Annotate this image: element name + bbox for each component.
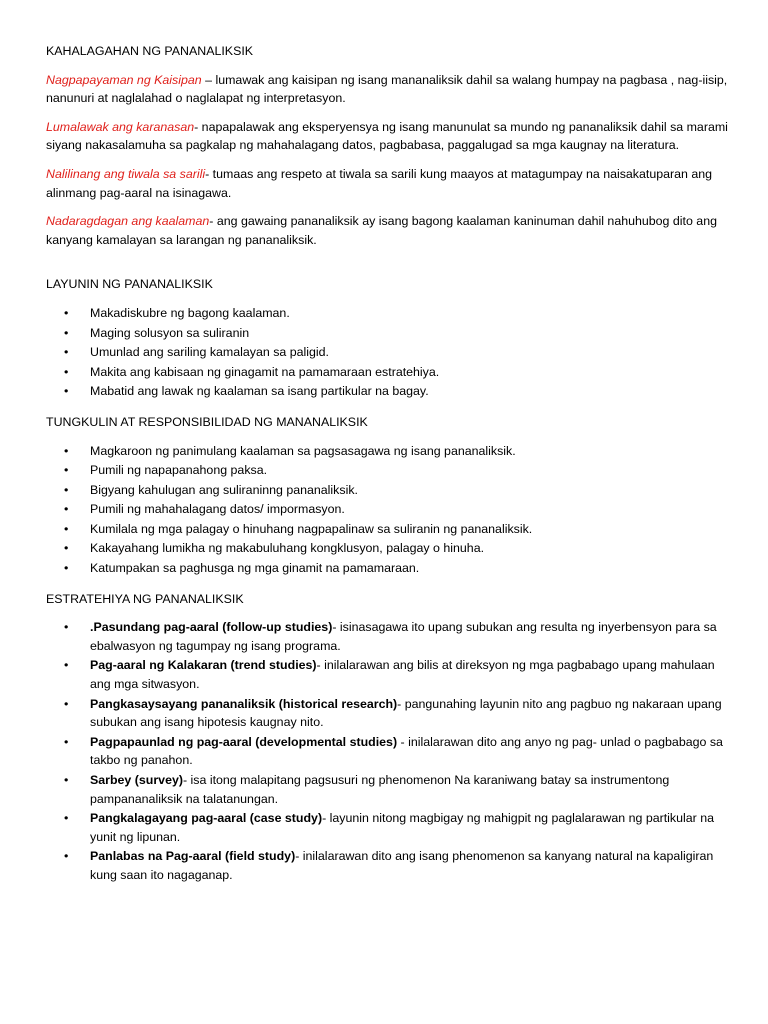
bullet-icon: • <box>64 773 69 787</box>
bullet-icon: • <box>64 658 69 673</box>
bullet-icon: • <box>64 384 69 399</box>
strategy-text: - inilalarawan ang bilis at direksyon ng mga pagbabago upang mahulaan ang mga sitwasyon. <box>90 658 715 692</box>
layunin-list <box>46 304 728 401</box>
definition-paragraph <box>46 71 728 108</box>
strategy-term: Pag-aaral ng Kalakaran (trend studies) <box>90 658 317 673</box>
list-item <box>46 324 728 343</box>
definition-term: Nadaragdagan ang kaalaman <box>46 214 210 229</box>
section-heading-kahalagahan: KAHALAGAHAN NG PANANALIKSIK <box>46 44 254 58</box>
bullet-icon: • <box>64 325 69 340</box>
list-item <box>46 382 728 401</box>
tungkulin-list <box>46 442 728 578</box>
list-item-text: Magkaroon ng panimulang kaalaman sa pagsasagawa ng isang pananaliksik. <box>90 443 516 458</box>
definition-text: - ang gawaing pananaliksik ay isang bagong kaalaman kaninuman dahil nahuhubog dito ang kanyang kamalayan sa larangan ng pananaliksik. <box>46 214 717 247</box>
strategy-text: - inilalarawan dito ang anyo ng pag- unlad o pagbabago sa takbo ng panahon. <box>90 734 723 768</box>
bullet-icon: • <box>64 734 69 749</box>
strategy-text: - isa itong malapitang pagsusuri ng phenomenon Na karaniwang batay sa instrumentong pampananaliksik na talatanungan. <box>90 773 670 806</box>
list-item <box>46 500 728 519</box>
bullet-icon: • <box>64 696 69 711</box>
bullet-icon: • <box>64 541 69 556</box>
list-item <box>46 461 728 480</box>
list-item <box>46 809 728 846</box>
estratehiya-list <box>46 618 728 884</box>
definition-term: Lumalawak ang karanasan <box>46 119 195 134</box>
definition-paragraph <box>46 118 728 155</box>
list-item-text: Maging solusyon sa suliranin <box>90 325 250 340</box>
list-item-text: Katumpakan sa paghusga ng mga ginamit na pamamaraan. <box>90 561 420 576</box>
list-item <box>46 520 728 539</box>
definition-term: Nalilinang ang tiwala sa sarili <box>46 166 206 181</box>
section-heading-layunin: LAYUNIN NG PANANALIKSIK <box>46 277 213 292</box>
strategy-term: .Pasundang pag-aaral (follow-up studies) <box>90 620 333 635</box>
definition-text: - napapalawak ang eksperyensya ng isang manunulat sa mundo ng pananaliksik dahil sa marami siyang nakasalamuha sa pagkalap ng mahahalagang datos, pagbabasa, paggalugad sa mga kaugnay na literatura. <box>46 119 728 153</box>
list-item-text: Bigyang kahulugan ang suliraninng pananaliksik. <box>90 482 358 497</box>
list-item-text: Pumili ng mahahalagang datos/ impormasyon. <box>90 502 345 517</box>
list-item <box>46 442 728 461</box>
bullet-icon: • <box>64 620 69 635</box>
bullet-icon: • <box>64 811 69 826</box>
bullet-icon: • <box>64 463 69 478</box>
definition-text: – lumawak ang kaisipan ng isang mananaliksik dahil sa walang humpay na pagbasa , nag-iisip, nanunuri at naglalahad o naglalapat ng interpretasyon. <box>46 72 728 106</box>
list-item <box>46 695 728 732</box>
definition-paragraph <box>46 212 728 249</box>
list-item-text: Makita ang kabisaan ng ginagamit na pamamaraan estratehiya. <box>90 364 440 379</box>
strategy-text: - pangunahing layunin nito ang pagbuo ng nakaraan upang subukan ang isang hipotesis kaugnay nito. <box>90 696 722 730</box>
section-heading-estratehiya: ESTRATEHIYA NG PANANALIKSIK <box>46 591 244 606</box>
list-item <box>46 733 728 770</box>
bullet-icon: • <box>64 364 69 379</box>
strategy-term: Sarbey (survey) <box>90 773 183 787</box>
list-item <box>46 771 728 808</box>
list-item-text: Kumilala ng mga palagay o hinuhang nagpapalinaw sa suliranin ng pananaliksik. <box>90 521 533 536</box>
list-item <box>46 559 728 578</box>
strategy-text: - inilalarawan dito ang isang phenomenon sa kanyang natural na kapaligiran kung saan ito nagaganap. <box>90 849 714 882</box>
bullet-icon: • <box>64 482 69 497</box>
list-item-text: Kakayahang lumikha ng makabuluhang kongklusyon, palagay o hinuha. <box>90 541 485 556</box>
bullet-icon: • <box>64 502 69 517</box>
list-item-text: Mabatid ang lawak ng kaalaman sa isang partikular na bagay. <box>90 384 429 399</box>
list-item-text: Umunlad ang sariling kamalayan sa paligid. <box>90 345 329 360</box>
strategy-text: - isinasagawa ito upang subukan ang resulta ng inyerbensyon para sa ebalwasyon ng tagumpay ng isang programa. <box>90 620 717 653</box>
section-heading-tungkulin: TUNGKULIN AT RESPONSIBILIDAD NG MANANALIKSIK <box>46 414 368 429</box>
list-item <box>46 363 728 382</box>
list-item <box>46 343 728 362</box>
bullet-icon: • <box>64 849 69 864</box>
list-item-text: Pumili ng napapanahong paksa. <box>90 463 268 478</box>
definition-text: - tumaas ang respeto at tiwala sa sarili kung maayos at matagumpay na naisakatuparan ang alinmang pag-aaral na isinagawa. <box>46 166 713 200</box>
strategy-text: - layunin nitong magbigay ng mahigpit ng paglalarawan ng partikular na yunit ng lipunan. <box>90 811 715 844</box>
list-item <box>46 481 728 500</box>
strategy-term: Pagpapaunlad ng pag-aaral (developmental studies) <box>90 734 398 749</box>
bullet-icon: • <box>64 305 69 320</box>
list-item <box>46 618 728 655</box>
bullet-icon: • <box>64 443 69 458</box>
list-item <box>46 304 728 323</box>
list-item <box>46 847 728 884</box>
bullet-icon: • <box>64 345 69 360</box>
list-item <box>46 539 728 558</box>
strategy-term: Panlabas na Pag-aaral (field study) <box>90 849 296 864</box>
list-item <box>46 656 728 693</box>
strategy-term: Pangkalagayang pag-aaral (case study) <box>90 811 323 826</box>
list-item-text: Makadiskubre ng bagong kaalaman. <box>90 305 290 320</box>
strategy-term: Pangkasaysayang pananaliksik (historical research) <box>90 696 398 711</box>
definition-term: Nagpapayaman ng Kaisipan <box>46 72 202 87</box>
definition-paragraph <box>46 165 728 202</box>
bullet-icon: • <box>64 561 69 576</box>
bullet-icon: • <box>64 521 69 536</box>
